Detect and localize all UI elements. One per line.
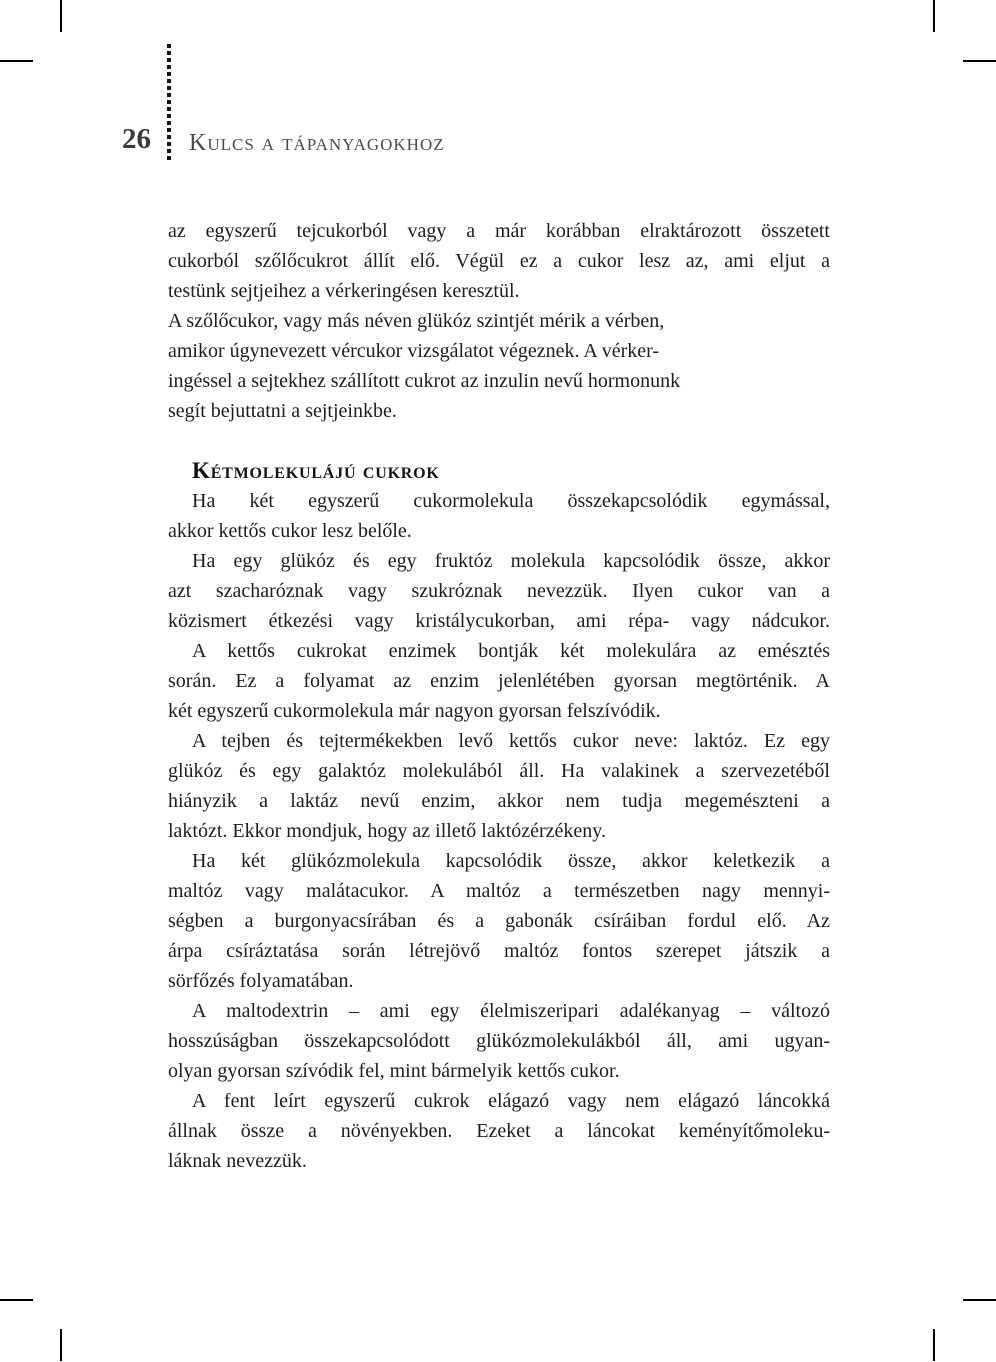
text-line: A szőlőcukor, vagy más néven glükóz szintjét mérik a vérben, — [168, 310, 665, 332]
text-line: két egyszerű cukormolekula már nagyon gyorsan felszívódik. — [168, 700, 661, 722]
text-line: glükóz és egy galaktóz molekulából áll. Ha valakinek a szervezetéből — [168, 760, 830, 782]
page-number: 26 — [122, 123, 151, 155]
text-line: A kettős cukrokat enzimek bontják két molekulára az emésztés — [192, 640, 830, 662]
text-line: azt szacharóznak vagy szukróznak nevezzük. Ilyen cukor van a — [168, 580, 830, 602]
text-line: A maltodextrin – ami egy élelmiszeripari adalékanyag – változó — [192, 1000, 830, 1022]
crop-mark-bottom-left-vertical — [60, 1329, 62, 1361]
text-line: A tejben és tejtermékekben levő kettős cukor neve: laktóz. Ez egy — [192, 730, 830, 752]
text-line: amikor úgynevezett vércukor vizsgálatot végeznek. A vérker- — [168, 340, 660, 362]
crop-mark-bottom-right-vertical — [933, 1329, 935, 1361]
text-line: laktózt. Ekkor mondjuk, hogy az illető laktózérzékeny. — [168, 820, 607, 842]
text-line: árpa csíráztatása során létrejövő maltóz fontos szerepet játszik a — [168, 940, 830, 962]
body-text — [168, 216, 830, 1176]
text-line: során. Ez a folyamat az enzim jelenlétében gyorsan megtörténik. A — [168, 670, 830, 692]
text-line: hosszúságban összekapcsolódott glükózmolekulákból áll, ami ugyan- — [168, 1030, 830, 1052]
text-line: maltóz vagy malátacukor. A maltóz a természetben nagy mennyi- — [168, 880, 830, 902]
crop-mark-top-left-horizontal — [0, 60, 33, 62]
crop-mark-bottom-right-horizontal — [963, 1299, 996, 1301]
text-line: Ha két glükózmolekula kapcsolódik össze, akkor keletkezik a — [192, 850, 830, 872]
section-heading: Kétmolekulájú cukrok — [192, 458, 440, 483]
text-line: állnak össze a növényekben. Ezeket a láncokat keményítőmoleku- — [168, 1120, 830, 1142]
dotted-rule — [167, 44, 171, 163]
text-line: testünk sejtjeihez a vérkeringésen keresztül. — [168, 280, 520, 302]
text-line: láknak nevezzük. — [168, 1150, 307, 1172]
text-line: segít bejuttatni a sejtjeinkbe. — [168, 400, 397, 422]
text-line: hiányzik a laktáz nevű enzim, akkor nem tudja megemészteni a — [168, 790, 830, 812]
crop-mark-bottom-left-horizontal — [0, 1299, 33, 1301]
text-line: ingéssel a sejtekhez szállított cukrot az inzulin nevű hormonunk — [168, 370, 681, 392]
text-line: cukorból szőlőcukrot állít elő. Végül ez a cukor lesz az, ami eljut a — [168, 250, 830, 272]
text-line: ségben a burgonyacsírában és a gabonák csíráiban fordul elő. Az — [168, 910, 830, 932]
crop-mark-top-right-horizontal — [963, 60, 996, 62]
crop-mark-top-left-vertical — [60, 0, 62, 32]
running-header: Kulcs a tápanyagokhoz — [189, 130, 445, 156]
text-line: olyan gyorsan szívódik fel, mint bármelyik kettős cukor. — [168, 1060, 620, 1082]
text-line: Ha egy glükóz és egy fruktóz molekula kapcsolódik össze, akkor — [192, 550, 830, 572]
text-line: Ha két egyszerű cukormolekula összekapcsolódik egymással, — [192, 490, 830, 512]
crop-mark-top-right-vertical — [933, 0, 935, 32]
text-line: akkor kettős cukor lesz belőle. — [168, 520, 412, 542]
text-line: az egyszerű tejcukorból vagy a már korábban elraktározott összetett — [168, 220, 830, 242]
text-line: A fent leírt egyszerű cukrok elágazó vagy nem elágazó láncokká — [192, 1090, 830, 1112]
text-line: közismert étkezési vagy kristálycukorban, ami répa- vagy nádcukor. — [168, 610, 830, 632]
text-line: sörfőzés folyamatában. — [168, 970, 354, 992]
